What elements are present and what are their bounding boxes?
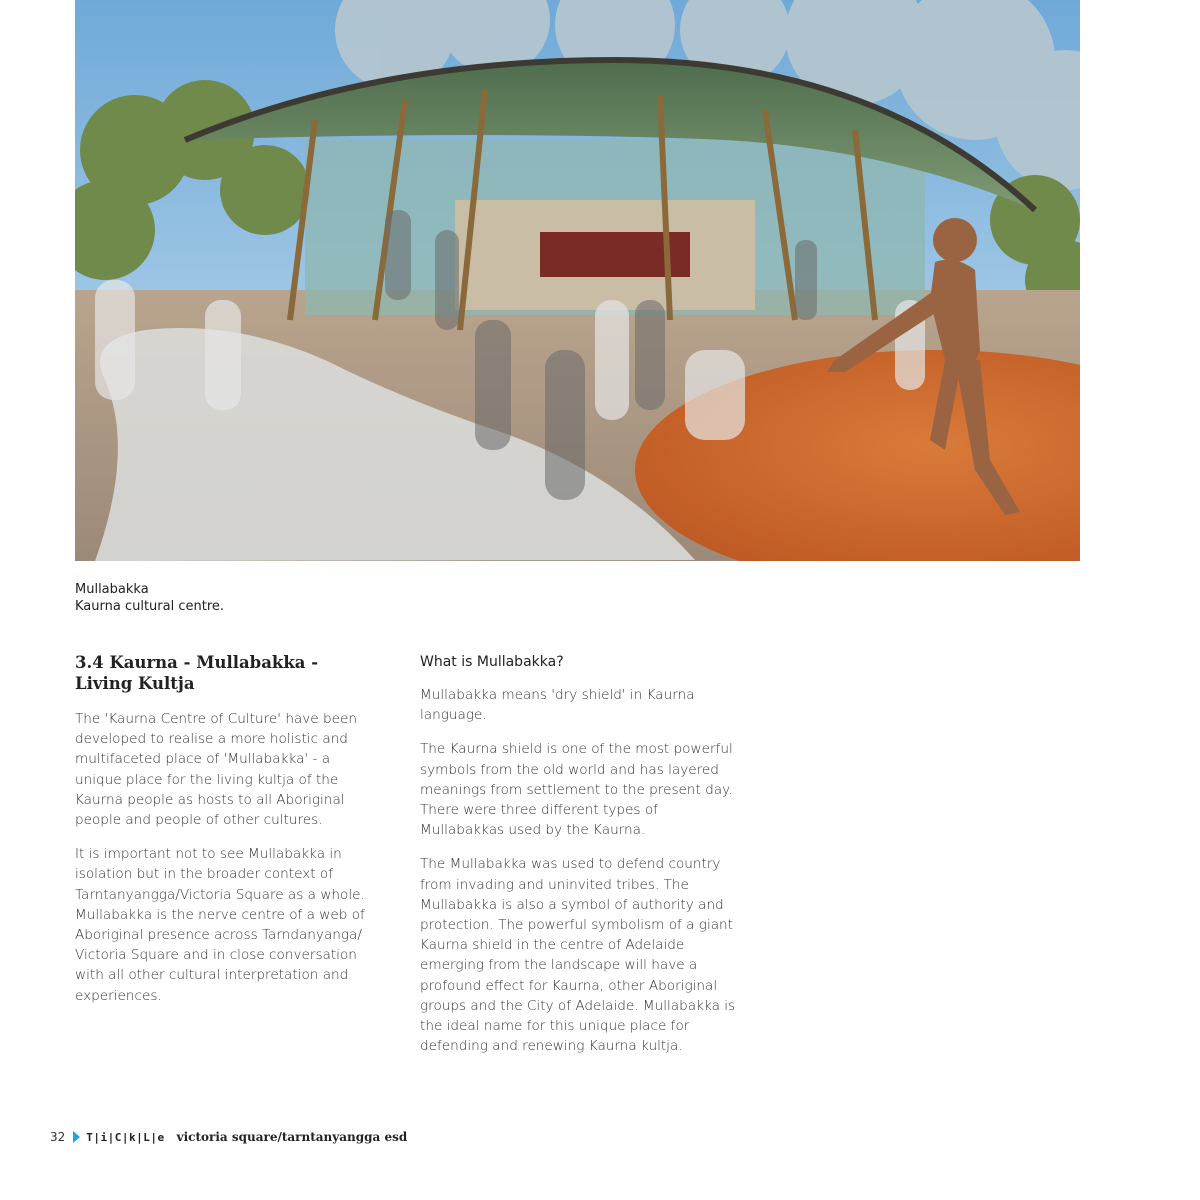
sidebar-heading: What is Mullabakka? xyxy=(420,654,564,670)
tickle-logo: T|i|C|k|L|e xyxy=(86,1130,165,1144)
document-title: victoria square/tarntanyangga esd xyxy=(176,1130,408,1144)
section-heading: 3.4 Kaurna - Mullabakka - Living Kultja xyxy=(75,653,319,693)
hero-image xyxy=(75,0,1080,561)
section-paragraph-1: The 'Kaurna Centre of Culture' have been developed to realise a more holistic and multifaceted place of 'Mullabakka' - a unique place for the living kultja of the Kaurna people as hosts to all Aboriginal people and people of other cultures. xyxy=(75,711,357,829)
sidebar-column xyxy=(420,652,740,1070)
caption-title: Mullabakka xyxy=(75,582,149,597)
section-paragraph-2: It is important not to see Mullabakka in isolation but in the broader context of Tarntanyangga/Victoria Square as a whole. Mullabakka is the nerve centre of a web of Aboriginal presence across Tarndanyanga/ Victoria Square and in close conversation with all other cultural interpretation and experiences. xyxy=(75,846,365,1004)
page-footer xyxy=(50,1128,407,1146)
sidebar-paragraph-3: The Mullabakka was used to defend country from invading and uninvited tribes. The Mullabakka is also a symbol of authority and protection. The powerful symbolism of a giant Kaurna shield in the centre of Adelaide emerging from the landscape will have a profound effect for Kaurna, other Aboriginal groups and the City of Adelaide. Mullabakka is the ideal name for this unique place for defending and renewing Kaurna kultja. xyxy=(420,856,736,1055)
main-column xyxy=(75,652,375,1020)
mullabakka-render-illustration xyxy=(75,0,1080,561)
page-number: 32 xyxy=(50,1130,66,1144)
caption-subtitle: Kaurna cultural centre. xyxy=(75,599,225,614)
image-caption xyxy=(75,581,575,615)
arrow-right-icon xyxy=(73,1131,80,1143)
sidebar-paragraph-2: The Kaurna shield is one of the most powerful symbols from the old world and has layered meanings from settlement to the present day. There were three different types of Mullabakkas used by the Kaurna. xyxy=(420,741,733,839)
sidebar-paragraph-1: Mullabakka means 'dry shield' in Kaurna language. xyxy=(420,687,695,724)
